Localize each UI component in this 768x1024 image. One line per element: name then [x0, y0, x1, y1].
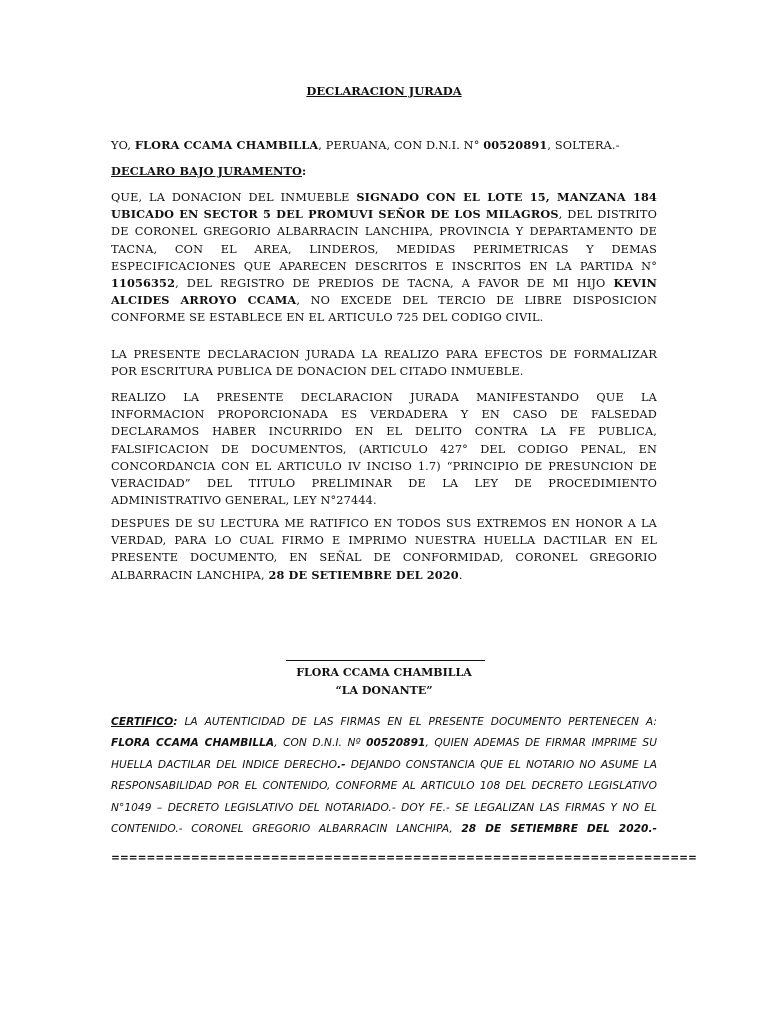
declaro-label: DECLARO BAJO JURAMENTO: [111, 164, 303, 178]
ratification-end: .: [458, 568, 463, 582]
signature-role: “LA DONANTE”: [335, 684, 433, 697]
donation-text-4: , NO EXCEDE DEL TERCIO DE LIBRE DISPOSICION CONFORME SE ESTABLECE EN EL ARTICULO 725 DEL CODIGO CIVIL.: [111, 294, 657, 325]
declaration-date: 28 DE SETIEMBRE DEL 2020: [268, 567, 459, 582]
document-title: DECLARACION JURADA: [306, 84, 462, 98]
certification-paragraph: [111, 712, 657, 840]
donation-text-1: QUE, LA DONACION DEL INMUEBLE: [111, 191, 357, 204]
beneficiary-name: KEVIN ALCIDES ARROYO CCAMA: [111, 276, 657, 308]
certifico-text-4: DEJANDO CONSTANCIA QUE EL NOTARIO NO ASUME LA RESPONSABILIDAD POR EL CONTENIDO, CONFORME AL ARTICULO 108 DEL DECRETO LEGISLATIVO N°1049 – DECRETO LEGISLATIVO DEL NOTARIADO.- DOY FE.- SE LEGALIZAN LAS FIRMAS Y NO EL CONTENIDO.- CORONEL GREGORIO ALBARRACIN LANCHIPA,: [111, 758, 657, 836]
certifico-colon: :: [173, 716, 178, 728]
certifico-text-1: LA AUTENTICIDAD DE LAS FIRMAS EN EL PRESENTE DOCUMENTO PERTENECEN A:: [177, 716, 657, 728]
certifico-separator: .-: [337, 758, 346, 771]
declarant-dni: 00520891: [483, 138, 548, 152]
identity-prefix: YO,: [111, 139, 135, 152]
signature-line: [286, 660, 485, 661]
declaro-heading: [111, 163, 657, 180]
donation-paragraph: [111, 189, 657, 327]
ratification-text: DESPUES DE SU LECTURA ME RATIFICO EN TODOS SUS EXTREMOS EN HONOR A LA VERDAD, PARA LO CUAL FIRMO E IMPRIMO NUESTRA HUELLA DACTILAR EN EL PRESENTE DOCUMENTO, EN SEÑAL DE CONFORMIDAD, CORONEL GREGORIO ALBARRACIN LANCHIPA,: [111, 517, 657, 582]
declarant-name: FLORA CCAMA CHAMBILLA: [134, 138, 319, 152]
donation-text-2: , DEL DISTRITO DE CORONEL GREGORIO ALBARRACIN LANCHIPA, PROVINCIA Y DEPARTAMENTO DE TACNA, CON EL AREA, LINDEROS, MEDIDAS PERIMETRICAS Y DEMAS ESPECIFICACIONES QUE APARECEN DESCRITOS E INSCRITOS EN LA PARTIDA N°: [111, 208, 657, 273]
partida-number: 11056352: [111, 276, 176, 291]
certifico-label: CERTIFICO: [111, 716, 174, 728]
identity-suffix: , SOLTERA.-: [547, 139, 620, 152]
ratification-paragraph: [111, 515, 657, 584]
donation-text-3: , DEL REGISTRO DE PREDIOS DE TACNA, A FAVOR DE MI HIJO: [175, 277, 614, 291]
certified-name: FLORA CCAMA CHAMBILLA: [111, 737, 275, 750]
veracity-paragraph: REALIZO LA PRESENTE DECLARACION JURADA MANIFESTANDO QUE LA INFORMACION PROPORCIONADA ES VERDADERA Y EN CASO DE FALSEDAD DECLARAMOS HABER INCURRIDO EN EL DELITO CONTRA LA FE PUBLICA, FALSIFICACION DE DOCUMENTOS, (ARTICULO 427° DEL CODIGO PENAL, EN CONCORDANCIA CON EL ARTICULO IV INCISO 1.7) “PRINCIPIO DE PRESUNCION DE VERACIDAD” DEL TITULO PRELIMINAR DE LA LEY DE PROCEDIMIENTO ADMINISTRATIVO GENERAL, LEY N°27444.: [111, 391, 657, 508]
property-location: SIGNADO CON EL LOTE 15, MANZANA 184 UBICADO EN SECTOR 5 DEL PROMUVI SEÑOR DE LOS MILAGROS: [111, 190, 657, 222]
identity-mid: , PERUANA, CON D.N.I. N°: [318, 139, 484, 152]
declaro-colon: :: [302, 164, 307, 178]
certification-date: 28 DE SETIEMBRE DEL 2020.-: [461, 823, 657, 836]
closing-equals-line: ==================================================================: [111, 852, 697, 864]
certified-dni: 00520891: [366, 737, 426, 750]
certifico-text-2: , CON D.N.I. Nº: [274, 737, 367, 750]
identity-paragraph: [111, 137, 657, 154]
certifico-text-3: , QUIEN ADEMAS DE FIRMAR IMPRIME SU HUELLA DACTILAR DEL INDICE DERECHO: [111, 737, 658, 771]
purpose-paragraph: LA PRESENTE DECLARACION JURADA LA REALIZO PARA EFECTOS DE FORMALIZAR POR ESCRITURA PUBLICA DE DONACION DEL CITADO INMUEBLE.: [111, 348, 657, 379]
signature-name: FLORA CCAMA CHAMBILLA: [296, 666, 472, 679]
